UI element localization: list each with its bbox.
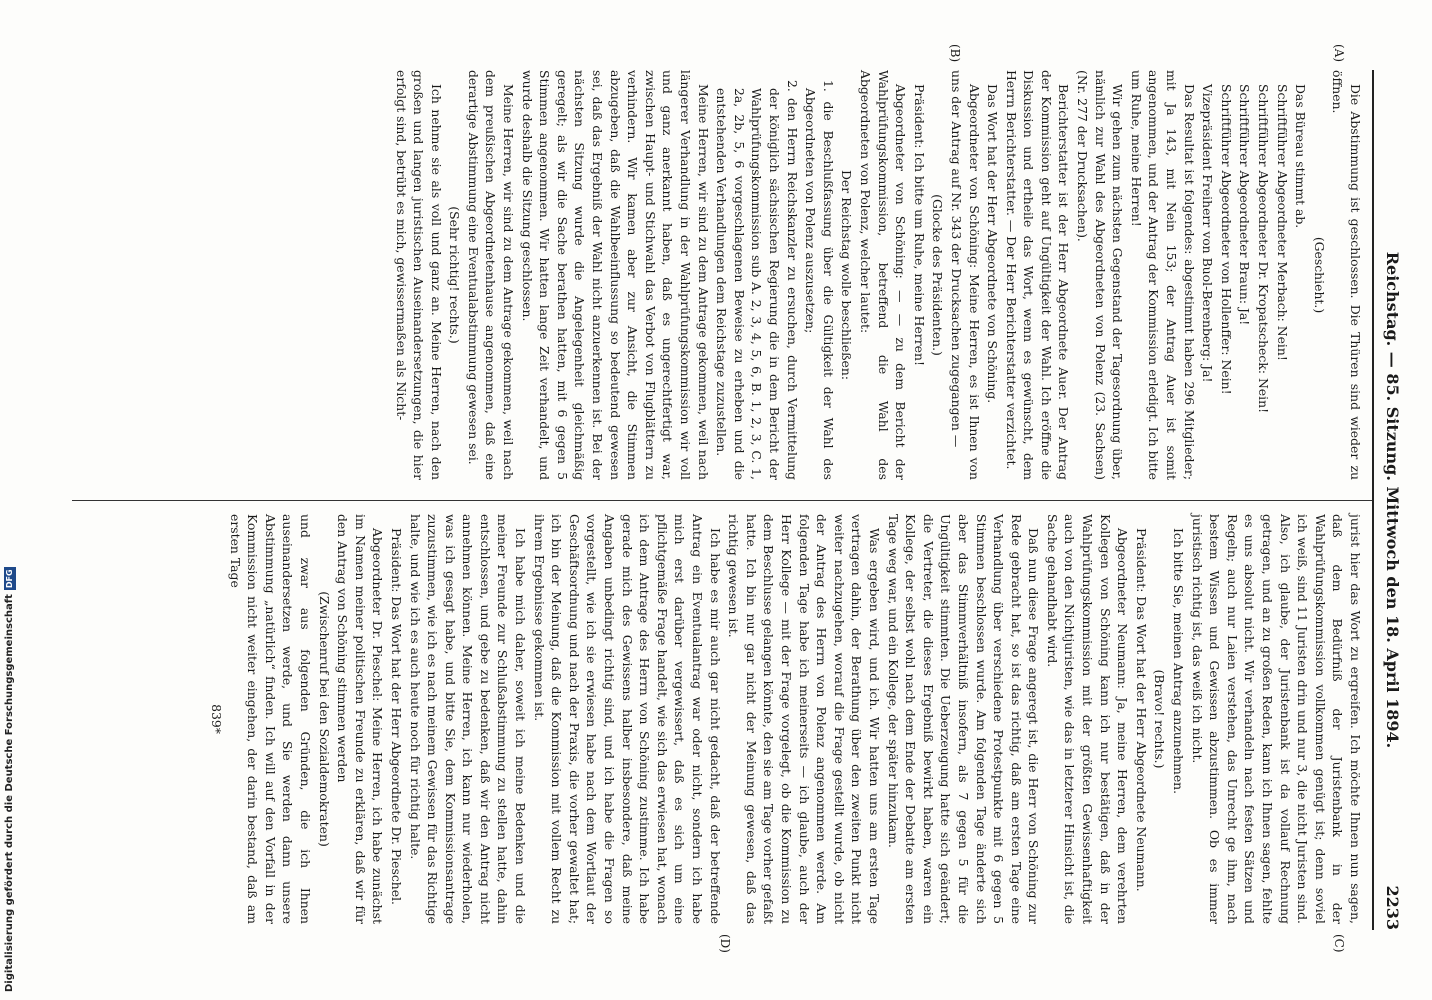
paragraph: Das Resultat ist folgendes: abgestimmt haben 296 Mitglieder; mit Ja 143, mit Nein 153; der Antrag Auer ist somit angenommen, und der Antrag der Kommission erledigt. Ich bitte um Ruhe, meine Herren!: [1128, 70, 1197, 480]
stage-direction: (Geschieht.): [1311, 236, 1327, 314]
paragraph: Abgeordneter Dr. Pieschel: Meine Herren, ich habe zunächst im Namen meiner politischen Freunde zu erklären, daß wir für den Antrag von Schöning stimmen werden: [335, 514, 386, 924]
footer-strip: [0, 0, 20, 1000]
margin-mark-d: (D): [718, 934, 732, 953]
paragraph: Abgeordneter Neumann: Ja, meine Herren, dem verehrten Kollegen von Schöning kann ich nur bestätigen, daß in der Wahlprüfungskommission mit der größten Gewissenhaftigkeit auch von den Nichtjuristen, wie das in letzterer Hinsicht ist, die Sache gehandhabt wird.: [1044, 514, 1131, 924]
left-column: [391, 70, 1364, 480]
digitization-credit: [0, 0, 20, 1000]
list-item: 2. den Herrn Reichskanzler zu ersuchen, durch Vermittelung der königlich sächsischen Regierung die in dem Bericht der Wahlprüfungskommission sub A. 2, 3, 4, 5, 6, B. 1, 2, 3, C. 1, 2a, 2b, 5, 6 vorgeschlagenen Beweise zu erheben und die entstehenden Verhandlungen dem Reichstage zuzustellen.: [714, 80, 800, 480]
paragraph: Ich habe es mir auch gar nicht gedacht, daß der betreffende Antrag ein Eventualantrag war oder nicht, sondern ich habe mich erst darüber vergewissert, daß es sich um eine pflichtgemäße Frage handelt, wie sich das erwiesen hat, wonach ich dem Antrage des Herrn von Schöning zustimme. Ich habe gerade mich des Gewissens halber insbesondere, daß meine Angaben unbedingt richtig sind, und ich habe die Fragen so vorgestellt, wie ich sie erwiesen habe nach dem Wortlaut der Geschäftsordnung und nach der Praxis, die vorher gewaltet hat; ich bin der Meinung, daß die Kommission mit vollem Recht zu ihrem Ergebnisse gekommen ist.: [531, 514, 723, 924]
right-column: [206, 514, 1364, 924]
page-number: 2233: [1383, 885, 1402, 930]
paragraph: Der Reichstag wolle beschließen:: [839, 169, 855, 381]
header-rule: [1372, 70, 1374, 930]
paragraph: Präsident: Das Wort hat der Herr Abgeordnete Dr. Pieschel.: [388, 528, 404, 905]
paragraph: Vizepräsident Freiherr von Buol-Berenberg: Ja!: [1200, 84, 1216, 383]
paragraph: Abgeordneter von Schöning: Meine Herren, es ist Ihnen von uns der Antrag auf Nr. 343 der Drucksachen zugegangen —: [948, 70, 982, 480]
paragraph: Schriftführer Abgeordneter von Hollenffer: Nein!: [1218, 84, 1234, 395]
paragraph: jurist hier das Wort zu ergreifen. Ich möchte Ihnen nun sagen, daß dem Bedürfniß der Juristenbank in der Wahlprüfungskommission vollkommen genügt ist; denn soviel ich weiß, sind 11 Juristen drin und nur 3, die nicht Juristen sind. Also, ich glaube, der Juristenbank ist da vollauf Rechnung getragen, und an zu großen Reden, kann ich Ihnen sagen, fehlte es uns absolut nicht. Wir verhandeln nach festen Sätzen und Regeln; auch nur Laien verstehen, das Unrecht ge ihm, nach bestem Wissen und Gewissen abzustimmen. Ob es immer juristisch richtig ist, das weiß ich nicht.: [1189, 514, 1363, 924]
paragraph: Meine Herren, wir sind zu dem Antrage gekommen, weil nach dem preußischen Abgeordnetenhause angenommen, daß eine derartige Abstimmung eine Eventualabstimmung gewesen sei.: [465, 70, 517, 480]
paragraph: Schriftführer Abgeordneter Braun: Ja!: [1237, 84, 1253, 326]
paragraph: Schriftführer Abgeordneter Dr. Kropatscheck: Nein!: [1256, 84, 1272, 414]
paragraph: Berichterstatter ist der Herr Abgeordnete Auer. Der Antrag der Kommission geht auf Ungültigkeit der Wahl. Ich eröffne die Diskussion und ertheile das Wort, wenn es gewünscht, dem Herrn Berichterstatter. — Der Herr Berichterstatter verzichtet.: [1003, 70, 1072, 480]
paragraph: Präsident: Das Wort hat der Herr Abgeordnete Neumann.: [1133, 528, 1149, 892]
paragraph: und zwar aus folgenden Gründen, die ich Ihnen auseinandersetzen werde, und Sie werden dann unsere Abstimmung „natürlich“ finden. Ich will auf den Vorfall in der Kommission nicht weiter eingehen, der darin bestand, daß am ersten Tage: [227, 514, 313, 924]
stage-direction: (Glocke des Präsidenten.): [930, 194, 946, 356]
column-divider: [72, 500, 1372, 501]
credit-text: Digitalisierung gefördert durch die Deutsche Forschungsgemeinschaft: [4, 594, 15, 992]
dfg-logo: DFG: [5, 569, 14, 589]
signature-mark: 839*: [209, 704, 224, 734]
stage-direction: (Sehr richtig! rechts.): [447, 206, 463, 344]
stage-direction: (Bravo! rechts.): [1152, 669, 1168, 769]
paragraph: Was ergeben wird, und ich. Wir hatten uns am ersten Tage vertragen dahin, der Berathung über den zweiten Punkt nicht weiter nachzugehen, worauf die Frage gestellt wurde, ob nicht der Antrag des Herrn von Polenz angenommen werde. Am folgenden Tage habe ich meinerseits — ich glaube, auch der Herr Kollege — mit der Frage vorgelegt, ob die Kommission zu dem Beschlusse gelangen könnte, den sie am Tage vorher gefaßt hatte. Ich bin nur gar nicht der Meinung gewesen, daß das richtig gewesen ist.: [726, 514, 882, 924]
paragraph: Das Büreau stimmt ab.: [1293, 84, 1309, 229]
paragraph: Meine Herren, wir sind zu dem Antrage gekommen, weil nach längerer Verhandlung in der Wahlprüfungskommission wir voll und ganz anerkannt haben, daß es ungerechtfertigt war, zwischen Haupt- und Stichwahl das Verbot von Flugblättern zu verhindern. Wir kamen aber zur Ansicht, die Stimmen abzugeben, daß die Wahlbeeinflussung so bedeutend gewesen sei, daß das Ergebniß der Wahl nicht anzuerkennen ist. Bei der nächsten Sitzung wurde die Angelegenheit gleichmäßig geregelt; als wir die Sache berathen hatten, mit 6 gegen 5 Stimmen angenommen. Wir hatten lange Zeit verhandelt, und wurde deshalb die Sitzung geschlossen.: [519, 70, 711, 480]
stage-direction: (Zwischenruf bei den Sozialdemokraten): [316, 591, 332, 847]
paragraph: Das Wort hat der Herr Abgeordnete von Schöning.: [985, 84, 1001, 404]
paragraph: Ich habe mich daher, soweit ich meine Bedenken und die meiner Freunde zur Schlußabstimmung zu stellen hatte, dahin entschlossen, und gebe zu bedenken, daß wir den Antrag nicht annehmen können. Meine Herren, ich kann nur wiederholen, was ich gesagt habe, und bitte Sie, dem Kommissionsantrage zuzustimmen, wie ich es nach meinem Gewissen für das Richtige halte, und wie ich es auch heute noch für richtig halte.: [407, 514, 529, 924]
margin-mark-c: (C): [1332, 934, 1346, 953]
paragraph: Schriftführer Abgeordneter Merbach: Nein!: [1274, 84, 1290, 361]
running-head: [1372, 70, 1412, 930]
paragraph: Ich nehme sie als voll und ganz an. Meine Herren, nach den großen und langen juristischen Auseinandersetzungen, die hier erfolgt sind, betrübt es mich, gewissermaßen als Nicht-: [393, 70, 444, 480]
list-item: 1. die Beschlußfassung über die Gültigkeit der Wahl des Abgeordneten von Polenz auszusetzen;: [803, 80, 836, 480]
margin-mark-b: (B): [948, 44, 962, 63]
paragraph: Wir gehen zum nächsten Gegenstand der Tagesordnung über, nämlich zur Wahl des Abgeordneten von Polenz (23. Sachsen) (Nr. 277 der Drucksachen).: [1075, 70, 1126, 480]
margin-mark-a: (A): [1332, 44, 1346, 63]
paragraph: Daß nun diese Frage angeregt ist, die Herr von Schöning zur Rede gebracht hat, so ist das richtig, daß am ersten Tage eine Verhandlung über verschiedene Protestpunkte mit 6 gegen 5 Stimmen beschlossen wurde. Am folgenden Tage änderte sich aber das Stimmverhältniß insofern, als 7 gegen 5 für die Ungültigkeit stimmten. Die Ueberzeugung hatte sich geändert; die Vertreter, die dieses Ergebniß bewirkt haben, waren ein Kollege, der selbst wohl nach dem Ende der Debatte am ersten Tage weg war, und ein Kollege, der später hinzukam.: [885, 514, 1042, 924]
paragraph: Präsident: Ich bitte um Ruhe, meine Herren!: [911, 84, 927, 366]
paragraph: Die Abstimmung ist geschlossen. Die Thüren sind wieder zu öffnen.: [1330, 70, 1363, 480]
page-header-title: Reichstag. — 85. Sitzung. Mittwoch den 18. April 1894.: [1383, 251, 1402, 749]
paragraph: Abgeordneter von Schöning: — — zu dem Bericht der Wahlprüfungskommission, betreffend die Wahl des Abgeordneten von Polenz, welcher lautet:: [857, 70, 909, 480]
paragraph: Ich bitte Sie, meinen Antrag anzunehmen.: [1171, 528, 1187, 795]
